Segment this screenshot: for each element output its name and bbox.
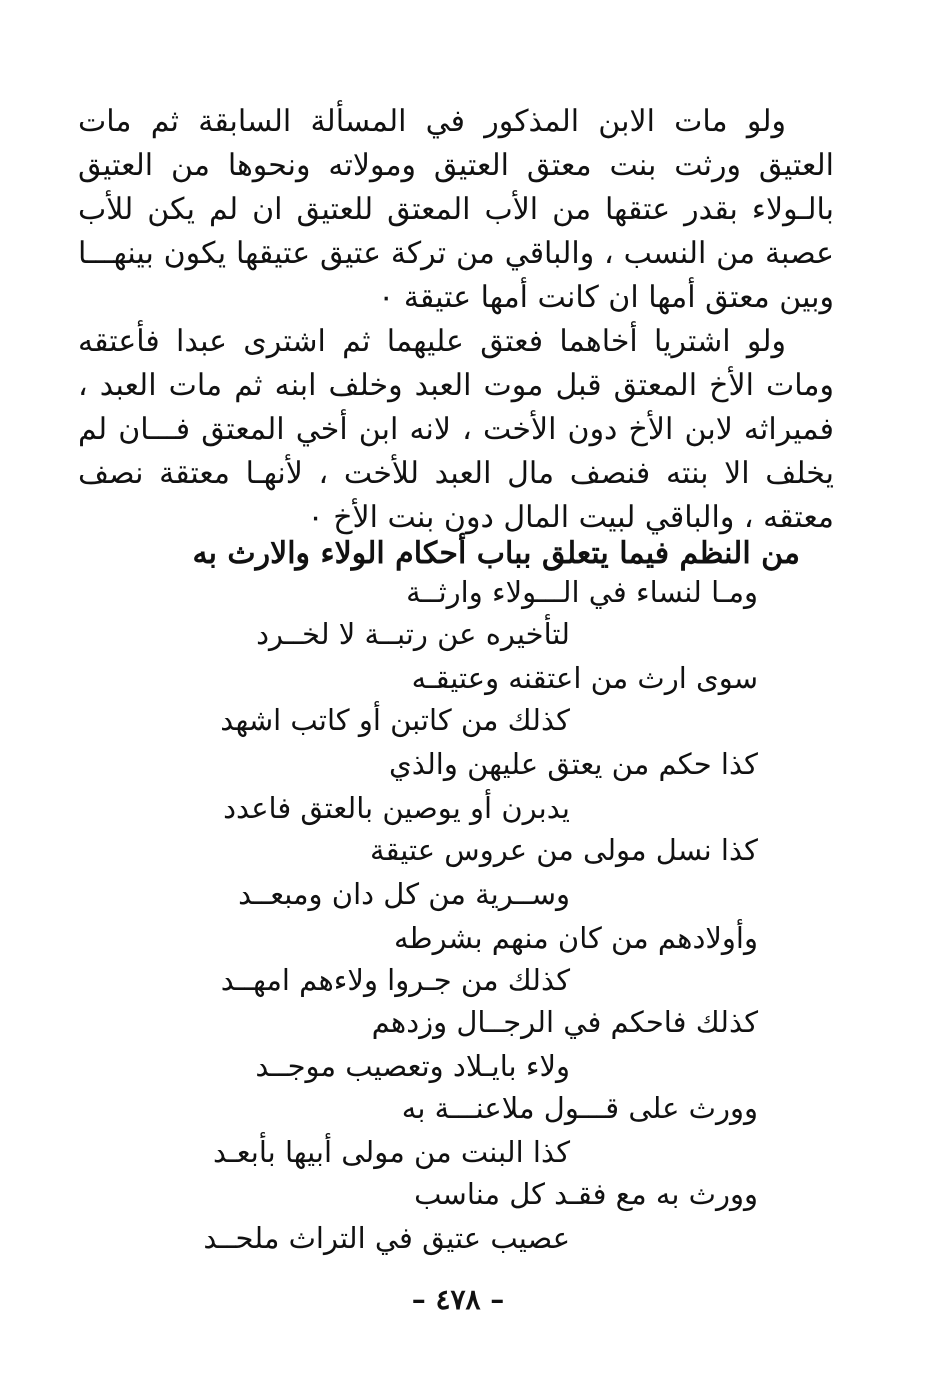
verse-line: سوى ارث من اعتقنه وعتيقـه <box>411 661 758 695</box>
paragraph-2-text: ولو اشتريا أخاهما فعتق عليهما ثم اشترى عبدا فأعتقه ومات الأخ المعتق قبل موت العبد وخلف ابنه ثم مات العبد ، فميراثه لابن الأخ دون الأخت ، لانه ابن أخي المعتق فـــان لم يخلف الا بنته فنصف مال العبد للأخت ، لأنهـا معتقة نصف معتقه ، والباقي لبيت المال دون بنت الأخ ٠ <box>78 324 834 535</box>
verse-line: كذلك من كاتبن أو كاتب اشهد <box>220 703 570 737</box>
verse-line: كذا البنت من مولى أبيها بأبعـد <box>213 1135 570 1169</box>
verse-line: ولاء بايـلاد وتعصيب موجــد <box>255 1049 570 1083</box>
verse-line: ومـا لنساء في الـــولاء وارثــة <box>406 575 758 609</box>
verse-line: كذلك فاحكم في الرجــال وزدهم <box>371 1005 758 1039</box>
page-number: – ٤٧٨ – <box>411 1283 505 1316</box>
verse-line: كذا حكم من يعتق عليهن والذي <box>389 747 758 781</box>
verse-line: كذا نسل مولى من عروس عتيقة <box>370 833 758 867</box>
verse-line: وورث به مع فقـد كل مناسب <box>414 1177 758 1211</box>
verse-line: لتأخيره عن رتبــة لا لخــرد <box>256 617 570 651</box>
paragraph-1-text: ولو مات الابن المذكور في المسألة السابقة ثم مات العتيق ورثت بنت معتق العتيق ومولاته ونحوها من العتيق بالـولاء بقدر عتقها من الأب المعتق للعتيق ان لم يكن للأب عصبة من النسب ، والباقي من تركة عتيق عتيقها يكون بينهـــا وبين معتق أمها ان كانت أمها عتيقة ٠ <box>78 104 834 315</box>
verse-line: يدبرن أو يوصين بالعتق فاعدد <box>223 791 570 825</box>
section-heading: من النظم فيما يتعلق بباب أحكام الولاء والارث به <box>192 536 800 571</box>
verse-line: عصيب عتيق في التراث ملحــد <box>203 1221 570 1255</box>
verse-line: وورث على قـــول ملاعنـــة به <box>401 1091 758 1125</box>
verse-line: كذلك من جـروا ولاءهم امهــد <box>220 963 570 997</box>
paragraph-2 <box>78 320 834 540</box>
verse-line: وأولادهم من كان منهم بشرطه <box>393 921 758 955</box>
paragraph-1 <box>78 100 834 320</box>
verse-line: وســرية من كل دان ومبعــد <box>238 877 570 911</box>
